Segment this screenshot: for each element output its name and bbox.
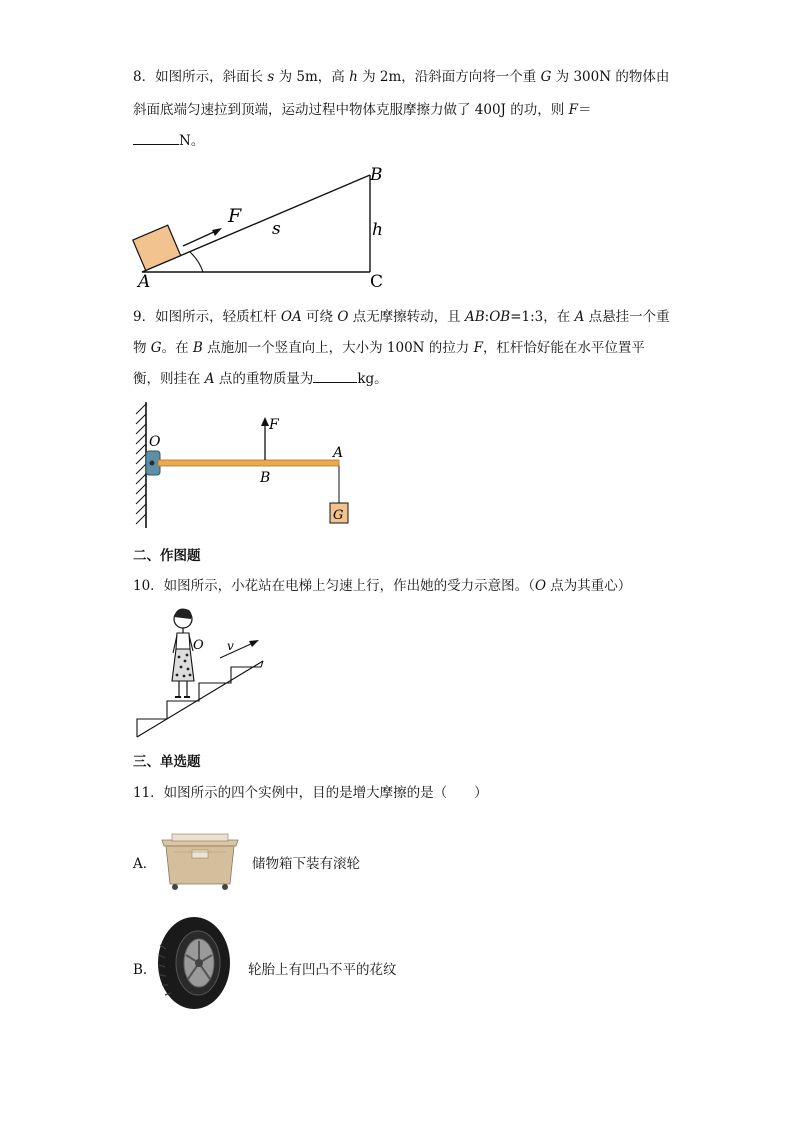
var-O: O — [534, 578, 547, 594]
var-F: F — [568, 102, 578, 118]
q9-text: 点的重物质量为 — [214, 371, 314, 387]
var-A: A — [204, 371, 215, 387]
label-A: A — [138, 272, 151, 292]
q9-unit: kg。 — [357, 371, 388, 387]
q10-text-part: 10．如图所示，小花站在电梯上匀速上行，作出她的受力示意图。（ — [133, 578, 535, 594]
incline-figure — [130, 160, 400, 295]
var-F: F — [473, 340, 483, 356]
escalator-figure — [135, 605, 270, 740]
var-OB: OB — [489, 309, 511, 325]
q9-text: : — [484, 309, 490, 325]
label-B: B — [370, 165, 383, 185]
option-a-text: 储物箱下装有滚轮 — [252, 856, 360, 872]
var-AB: AB — [464, 309, 485, 325]
var-G: G — [150, 340, 162, 356]
q9-text: 。在 — [161, 340, 193, 356]
var-O: O — [337, 309, 349, 325]
q8-line1 — [133, 68, 669, 86]
var-OA: OA — [280, 309, 302, 325]
q9-line2 — [133, 339, 645, 357]
q8-text: ＝ — [577, 102, 592, 118]
option-a-letter[interactable]: A． — [133, 856, 157, 872]
label-B: B — [260, 470, 271, 486]
tire-image — [156, 915, 232, 1011]
var-h: h — [349, 69, 358, 85]
label-G: G — [333, 508, 344, 523]
q9-text: 衡，则挂在 — [133, 371, 205, 387]
q9-text: 点悬挂一个重 — [584, 309, 670, 325]
answer-blank[interactable] — [133, 132, 179, 145]
q8-text: 斜面底端匀速拉到顶端，运动过程中物体克服摩擦力做了 400J 的功，则 — [133, 102, 569, 118]
q9-text: 点施加一个竖直向上，大小为 100N 的拉力 — [202, 340, 474, 356]
label-F: F — [228, 205, 242, 227]
q8-text: 为 300N 的物体由 — [551, 69, 670, 85]
storage-box-image — [158, 832, 242, 892]
q8-unit: N。 — [179, 133, 205, 149]
label-h: h — [372, 220, 383, 240]
q8-text: 为 5m，高 — [274, 69, 350, 85]
section-heading-3: 三、单选题 — [133, 754, 201, 770]
label-C: C — [370, 272, 384, 292]
label-F: F — [269, 417, 279, 433]
q9-text: ，杠杆恰好能在水平位置平 — [482, 340, 645, 356]
label-v: v — [227, 639, 234, 653]
label-A: A — [333, 445, 344, 461]
q9-text: 物 — [133, 340, 151, 356]
q10-text-part: 点为其重心） — [546, 578, 632, 594]
q11-text: 11．如图所示的四个实例中，目的是增大摩擦的是（ ） — [133, 785, 488, 801]
q9-line1 — [133, 308, 670, 326]
var-A: A — [574, 309, 585, 325]
q8-line2 — [133, 101, 591, 119]
section-heading-2: 二、作图题 — [133, 548, 201, 564]
q8-line3 — [133, 132, 204, 150]
q9-text: 9．如图所示，轻质杠杆 — [133, 309, 281, 325]
label-O: O — [193, 638, 204, 653]
option-b-letter[interactable]: B． — [133, 962, 157, 978]
var-s: s — [267, 69, 275, 85]
lever-figure — [132, 400, 362, 530]
q9-text: =1:3，在 — [510, 309, 575, 325]
q8-text: 8．如图所示，斜面长 — [133, 69, 268, 85]
q9-text: 可绕 — [301, 309, 338, 325]
q10-text — [133, 577, 631, 595]
label-O: O — [149, 434, 161, 450]
q9-text: 点无摩擦转动，且 — [348, 309, 465, 325]
label-s: s — [272, 219, 281, 239]
q8-text: 为 2m，沿斜面方向将一个重 — [357, 69, 541, 85]
answer-blank[interactable] — [313, 370, 357, 383]
var-G: G — [540, 69, 552, 85]
q9-line3 — [133, 370, 388, 388]
var-B: B — [192, 340, 203, 356]
option-b-text: 轮胎上有凹凸不平的花纹 — [248, 962, 397, 978]
